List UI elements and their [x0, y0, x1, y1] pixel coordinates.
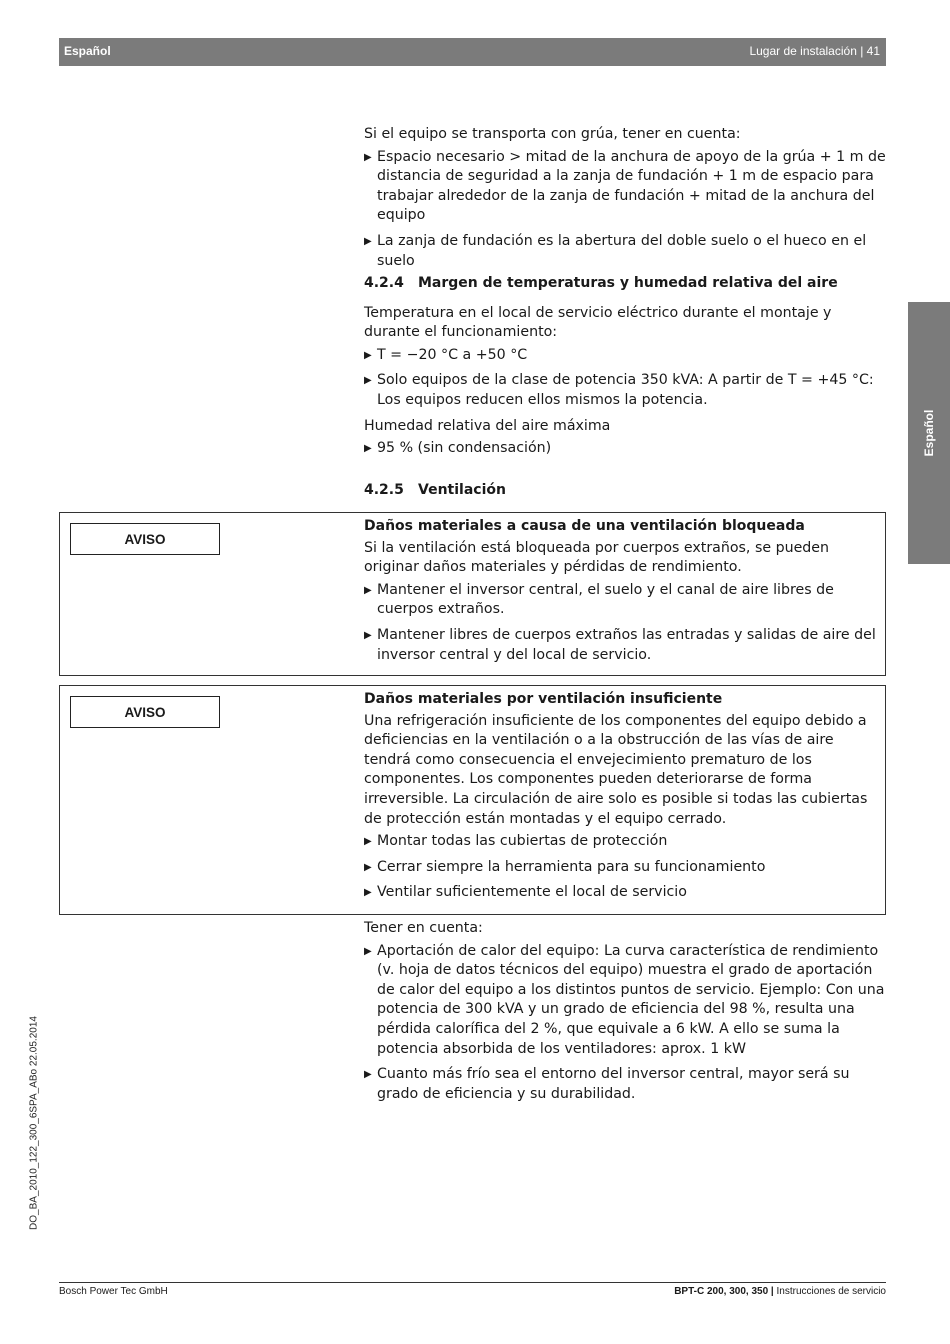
document-code: DO_BA_2010_122_300_6SPA_ABo 22.05.2014	[28, 1016, 40, 1230]
section-4-2-5	[364, 481, 888, 501]
page-header	[59, 38, 886, 66]
notice-title: Daños materiales por ventilación insuficiente	[364, 691, 723, 707]
section-number: 4.2.5	[364, 482, 404, 498]
section-4-2-4	[364, 274, 888, 459]
footer-product-name: BPT-C 200, 300, 350 |	[674, 1286, 774, 1297]
notice-label: AVISO	[70, 523, 220, 555]
list-item: ▶ 95 % (sin condensación)	[364, 439, 888, 459]
list-item: ▶ Ventilar suficientemente el local de servicio	[364, 883, 882, 903]
list-item: ▶ Espacio necesario > mitad de la anchura de apoyo de la grúa + 1 m de distancia de seguridad a la zanja de fundación + 1 m de espacio para trabajar alrededor de la zanja de fundación + mitad de la anchura del equipo	[364, 148, 888, 226]
notice-insufficient-ventilation	[59, 685, 886, 915]
footer-company: Bosch Power Tec GmbH	[59, 1286, 168, 1297]
list-item: ▶ Mantener libres de cuerpos extraños las entradas y salidas de aire del inversor central y del local de servicio.	[364, 626, 882, 665]
section-title: Ventilación	[418, 482, 506, 498]
notice-body	[364, 690, 882, 903]
list-item: ▶ Mantener el inversor central, el suelo y el canal de aire libres de cuerpos extraños.	[364, 581, 882, 620]
footer-divider	[59, 1282, 886, 1283]
temperature-intro: Temperatura en el local de servicio eléctrico durante el montaje y durante el funcionamiento:	[364, 304, 832, 341]
footer-doc-title: Instrucciones de servicio	[773, 1286, 886, 1297]
side-tab-label: Español	[922, 409, 936, 457]
list-item: ▶ Cuanto más frío sea el entorno del inversor central, mayor será su grado de eficiencia y su durabilidad.	[364, 1065, 888, 1104]
language-side-tab	[908, 302, 950, 564]
notice-blocked-ventilation	[59, 512, 886, 676]
list-item: ▶ Cerrar siempre la herramienta para su funcionamiento	[364, 858, 882, 878]
list-item: ▶ Solo equipos de la clase de potencia 350 kVA: A partir de T = +45 °C: Los equipos reducen ellos mismos la potencia.	[364, 371, 888, 410]
list-item: ▶ T = −20 °C a +50 °C	[364, 346, 888, 366]
header-section: Lugar de instalación | 41	[749, 44, 880, 58]
section-title: Margen de temperaturas y humedad relativa del aire	[418, 275, 838, 291]
list-item: ▶ Montar todas las cubiertas de protección	[364, 832, 882, 852]
humidity-label: Humedad relativa del aire máxima	[364, 417, 611, 434]
crane-intro: Si el equipo se transporta con grúa, tener en cuenta:	[364, 126, 741, 142]
section-heading	[364, 274, 888, 294]
notice-text: Si la ventilación está bloqueada por cuerpos extraños, se pueden originar daños materiales y pérdidas de rendimiento.	[364, 539, 830, 576]
note-intro: Tener en cuenta:	[364, 920, 483, 936]
list-item: ▶ Aportación de calor del equipo: La curva característica de rendimiento (v. hoja de datos técnicos del equipo) muestra el grado de aportación de calor del equipo a los distintos puntos de servicio. Ejemplo: Con una potencia de 300 kVA y un grado de eficiencia del 98 %, resulta una pérdida calorífica del 2 %, que equivale a 6 kW. A ello se suma la potencia absorbida de los ventiladores: aprox. 1 kW	[364, 942, 888, 1060]
section-heading	[364, 481, 888, 501]
header-language: Español	[64, 44, 111, 58]
notice-body	[364, 517, 882, 665]
footer-product	[674, 1286, 886, 1297]
notice-label: AVISO	[70, 696, 220, 728]
crane-section	[364, 125, 888, 271]
note-section	[364, 919, 888, 1104]
section-number: 4.2.4	[364, 275, 404, 291]
notice-title: Daños materiales a causa de una ventilación bloqueada	[364, 518, 805, 534]
list-item: ▶ La zanja de fundación es la abertura del doble suelo o el hueco en el suelo	[364, 232, 888, 271]
notice-text: Una refrigeración insuficiente de los componentes del equipo debido a deficiencias en la ventilación o a la obstrucción de las vías de aire tendrá como consecuencia el envejecimiento prematuro de los componentes. Los componentes pueden deteriorarse de forma irreversible. La circulación de aire solo es posible si todas las cubiertas de protección están montadas y el equipo cerrado.	[364, 712, 868, 827]
